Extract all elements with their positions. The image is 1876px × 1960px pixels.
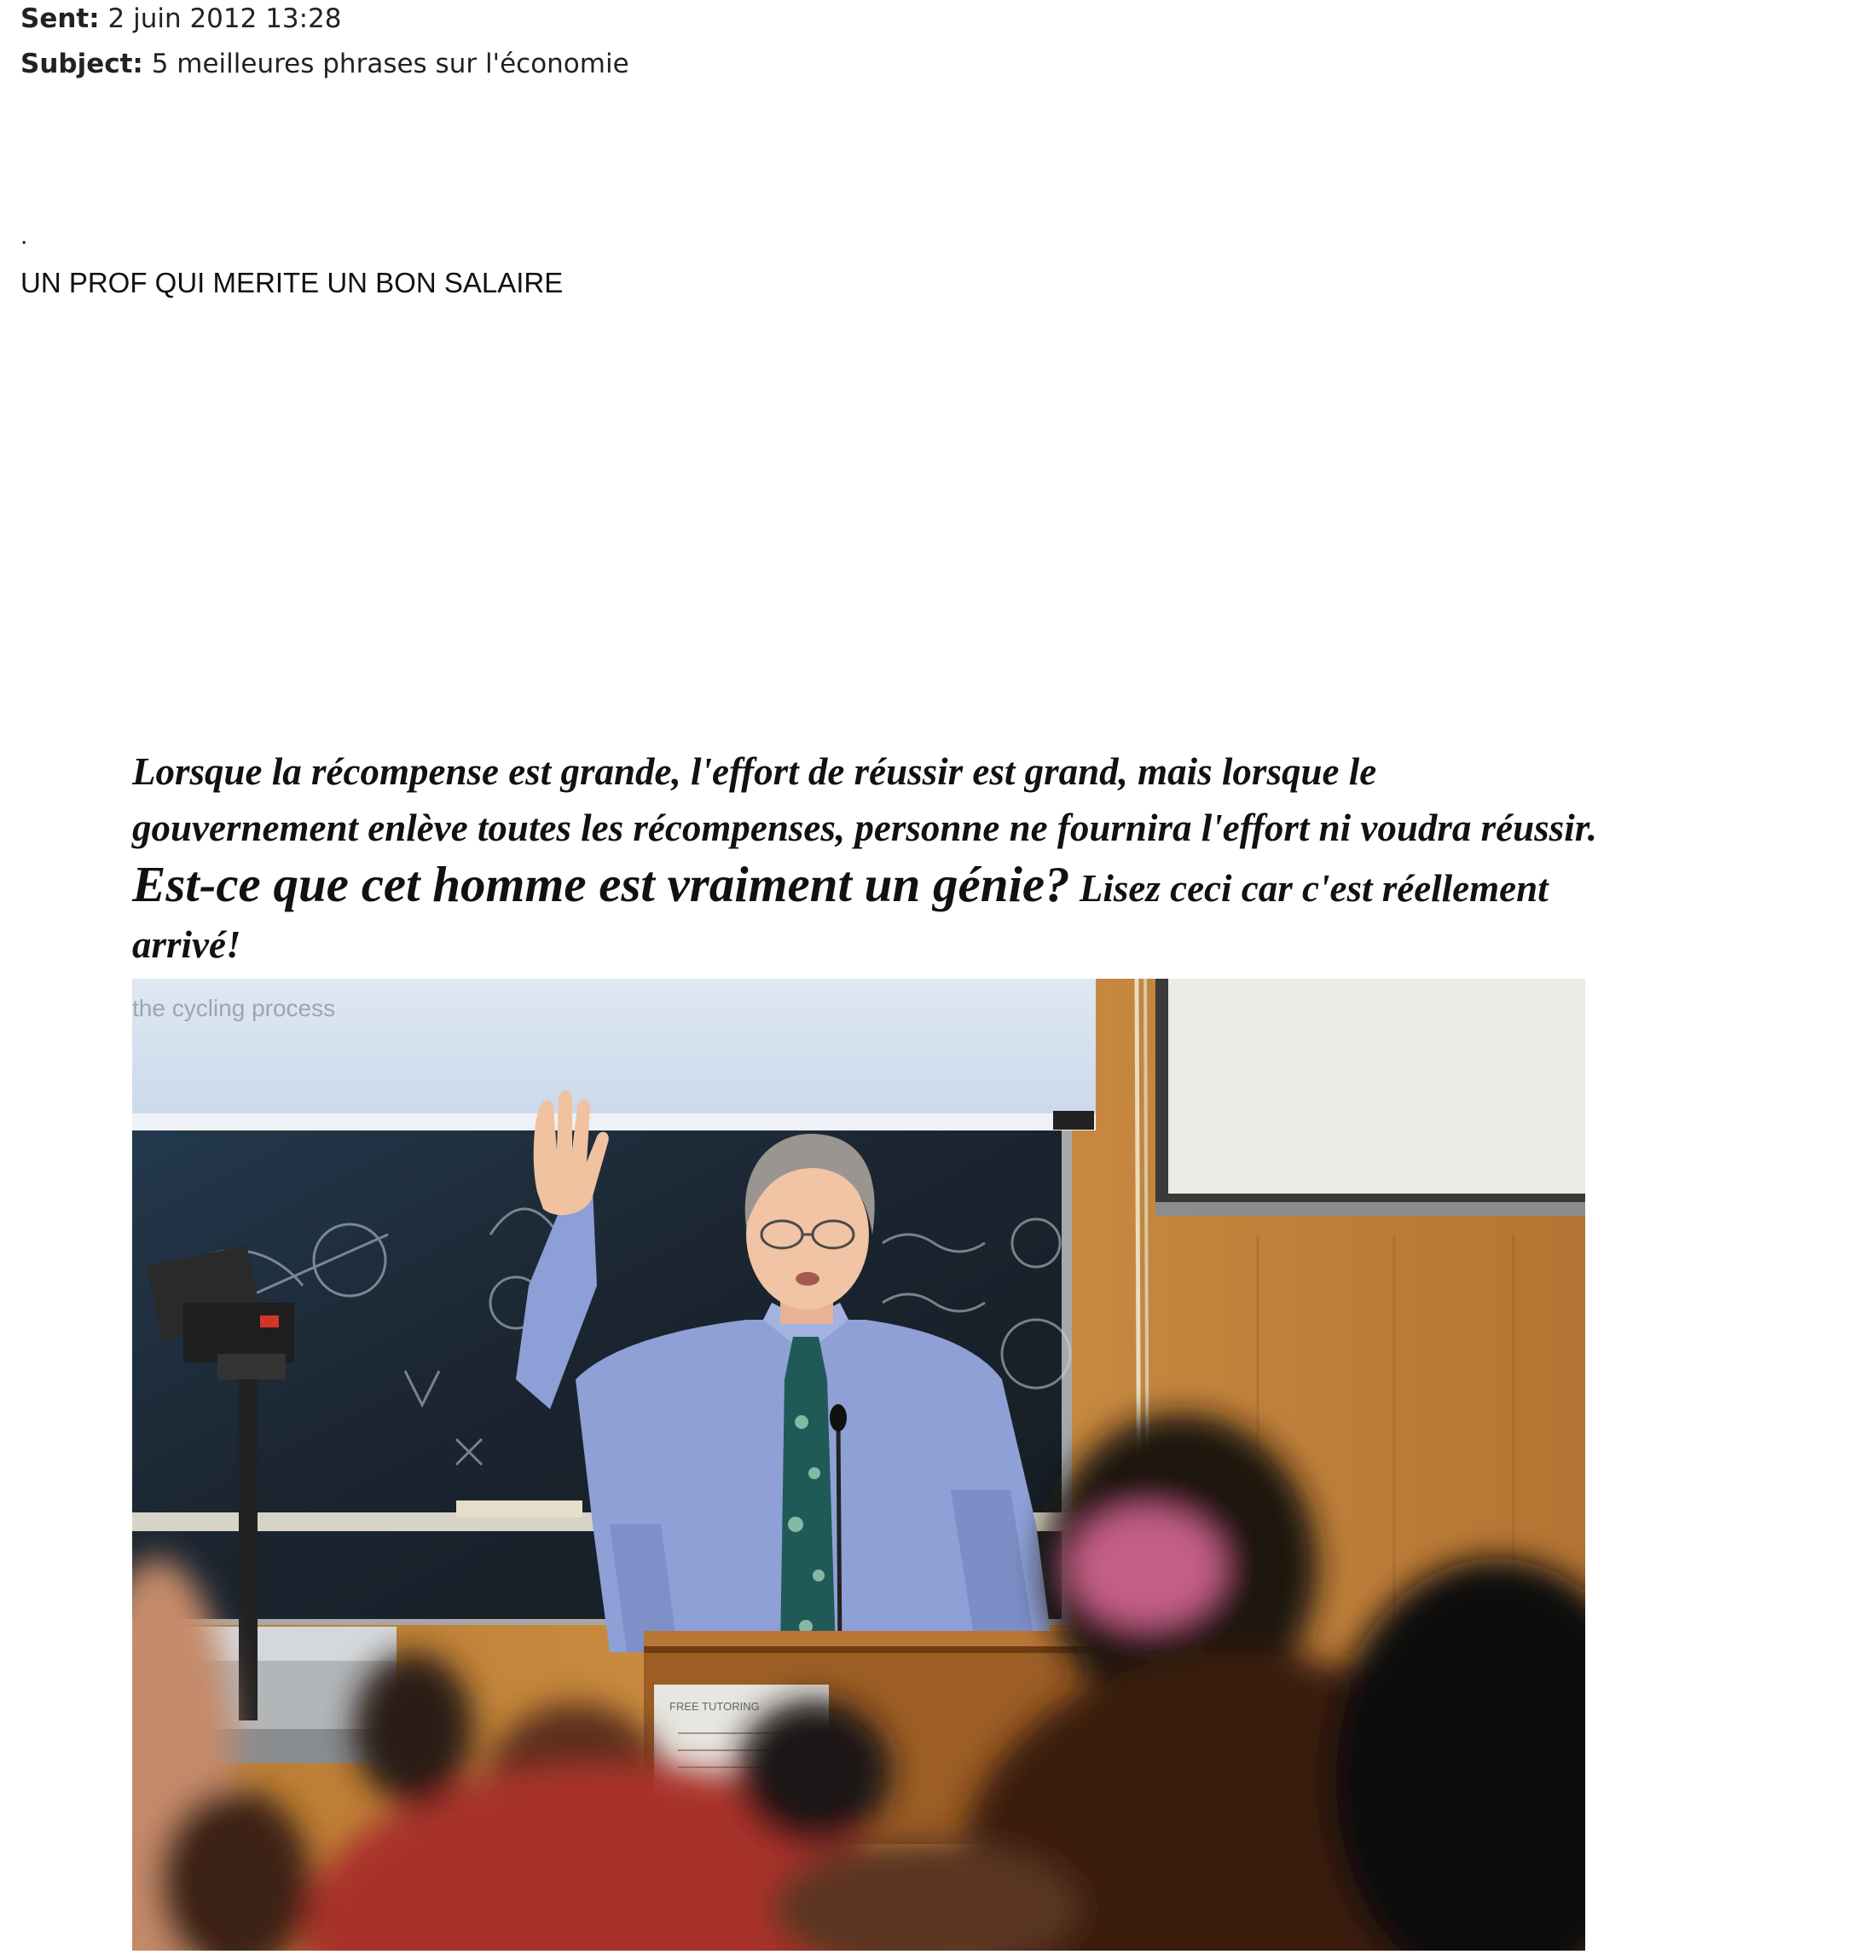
email-subtitle: UN PROF QUI MERITE UN BON SALAIRE (20, 267, 564, 298)
question-tail: Lisez ceci car c'est réellement (1079, 867, 1549, 910)
quote-block (132, 743, 1795, 973)
stray-dot: . (20, 222, 28, 250)
subject-value: 5 meilleures phrases sur l'économie (151, 49, 629, 79)
quote-line-2: gouvernement enlève toutes les récompenses, personne ne fournira l'effort ni voudra réussir. (132, 807, 1597, 849)
question-heading: Est-ce que cet homme est vraiment un génie? (132, 856, 1070, 912)
screen-text: the cycling process (132, 995, 336, 1021)
sent-label: Sent: (20, 3, 100, 34)
sent-value: 2 juin 2012 13:28 (107, 3, 342, 34)
sent-line (20, 2, 342, 36)
question-line (132, 856, 1795, 916)
lecture-photo (132, 979, 1585, 1951)
quote-line-1: Lorsque la récompense est grande, l'effort de réussir est grand, mais lorsque le (132, 750, 1377, 793)
subject-label: Subject: (20, 49, 143, 79)
tutoring-sign-text: FREE TUTORING (669, 1700, 760, 1713)
question-end: arrivé! (132, 923, 241, 966)
subject-line (20, 47, 629, 81)
